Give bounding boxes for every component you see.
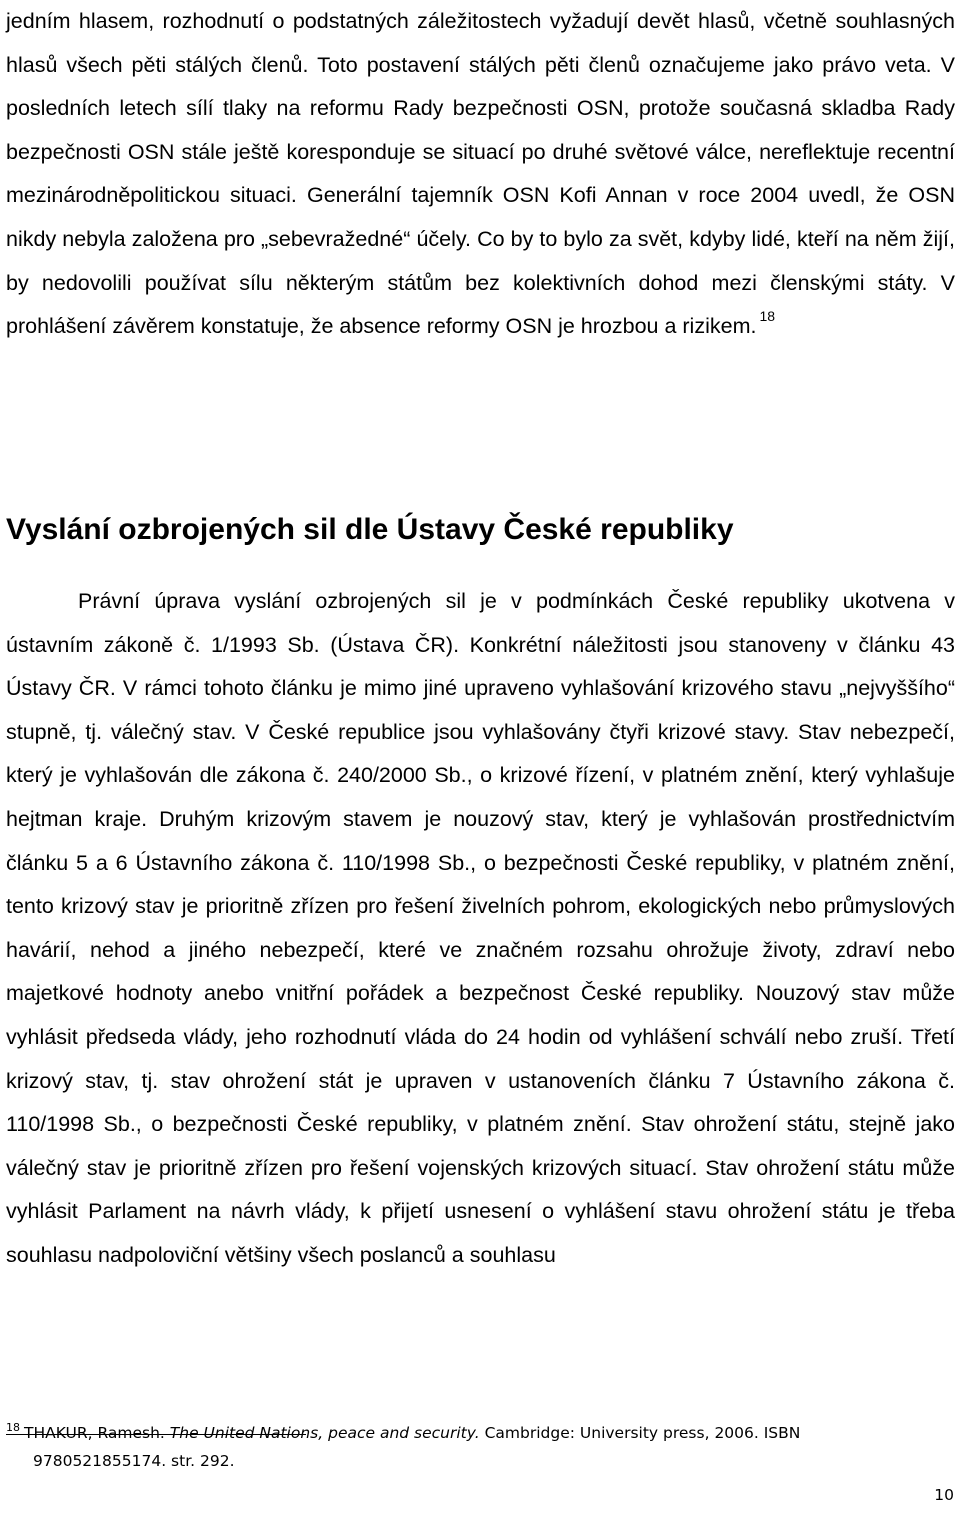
section-heading: Vyslání ozbrojených sil dle Ústavy České republiky bbox=[6, 513, 734, 546]
footnote-author: THAKUR, Ramesh. bbox=[24, 1424, 165, 1442]
footnote-number: 18 bbox=[6, 1421, 20, 1434]
footnote-reference: 18 bbox=[759, 308, 776, 325]
footnote bbox=[6, 1420, 906, 1474]
footnote-title: The United Nations, peace and security. bbox=[169, 1424, 480, 1442]
paragraph-un-security-council bbox=[6, 0, 955, 436]
paragraph-2-text: Právní úprava vyslání ozbrojených sil je v podmínkách České republiky ukotvena v ústavním zákoně č. 1/1993 Sb. (Ústava ČR). Konkrétní náležitosti jsou stanoveny v článku 43 Ústavy ČR. V rámci tohoto článku je mimo jiné upraveno vyhlašování krizového stavu „nejvyššího“ stupně, tj. válečný stav. V České republice jsou vyhlašovány čtyři krizové stavy. Stav nebezpečí, který je vyhlašován dle zákona č. 240/2000 Sb., o krizové řízení, v platném znění, který vyhlašuje hejtman kraje. Druhým krizovým stavem je nouzový stav, který je vyhlašován prostřednictvím článku 5 a 6 Ústavního zákona č. 110/1998 Sb., o bezpečnosti České republiky, v platném znění, tento krizový stav je prioritně zřízen pro řešení živelních pohrom, ekologických nebo průmyslových havárií, nehod a jiného nebezpečí, které ve značném rozsahu ohrožuje životy, zdraví nebo majetkové hodnoty anebo vnitřní pořádek a bezpečnost České republiky. Nouzový stav může vyhlásit předseda vlády, jeho rozhodnutí vláda do 24 hodin od vyhlášení schválí nebo zruší. Třetí krizový stav, tj. stav ohrožení stát je upraven v ustanoveních článku 7 Ústavního zákona č. 110/1998 Sb., o bezpečnosti České republiky, v platném znění. Stav ohrožení státu, stejně jako válečný stav je prioritně zřízen pro řešení vojenských krizových situací. Stav ohrožení státu může vyhlásit Parlament na návrh vlády, k přijetí usnesení o vyhlášení stavu ohrožení státu je třeba souhlasu nadpoloviční většiny všech poslanců a souhlasu bbox=[6, 589, 955, 1267]
footnote-publisher: Cambridge: University press, 2006. ISBN bbox=[484, 1424, 801, 1442]
paragraph-1-text: jedním hlasem, rozhodnutí o podstatných záležitostech vyžadují devět hlasů, včetně souhlasných hlasů všech pěti stálých členů. Toto postavení stálých pěti členů označujeme jako právo veta. V posledních letech sílí tlaky na reformu Rady bezpečnosti OSN, protože současná skladba Rady bezpečnosti OSN stále ještě koresponduje se situací po druhé světové válce, nereflektuje recentní mezinárodněpolitickou situaci. Generální tajemník OSN Kofi Annan v roce 2004 uvedl, že OSN nikdy nebyla založena pro „sebevražedné“ účely. Co by to bylo za svět, kdyby lidé, kteří na něm žijí, by nedovolili používat sílu některým státům bez kolektivních dohod mezi členskými státy. V prohlášení závěrem konstatuje, že absence reformy OSN je hrozbou a rizikem. bbox=[6, 9, 955, 339]
page-number: 10 bbox=[934, 1486, 954, 1504]
paragraph-armed-forces bbox=[6, 580, 955, 1360]
footnote-continuation: 9780521855174. str. 292. bbox=[33, 1452, 235, 1470]
